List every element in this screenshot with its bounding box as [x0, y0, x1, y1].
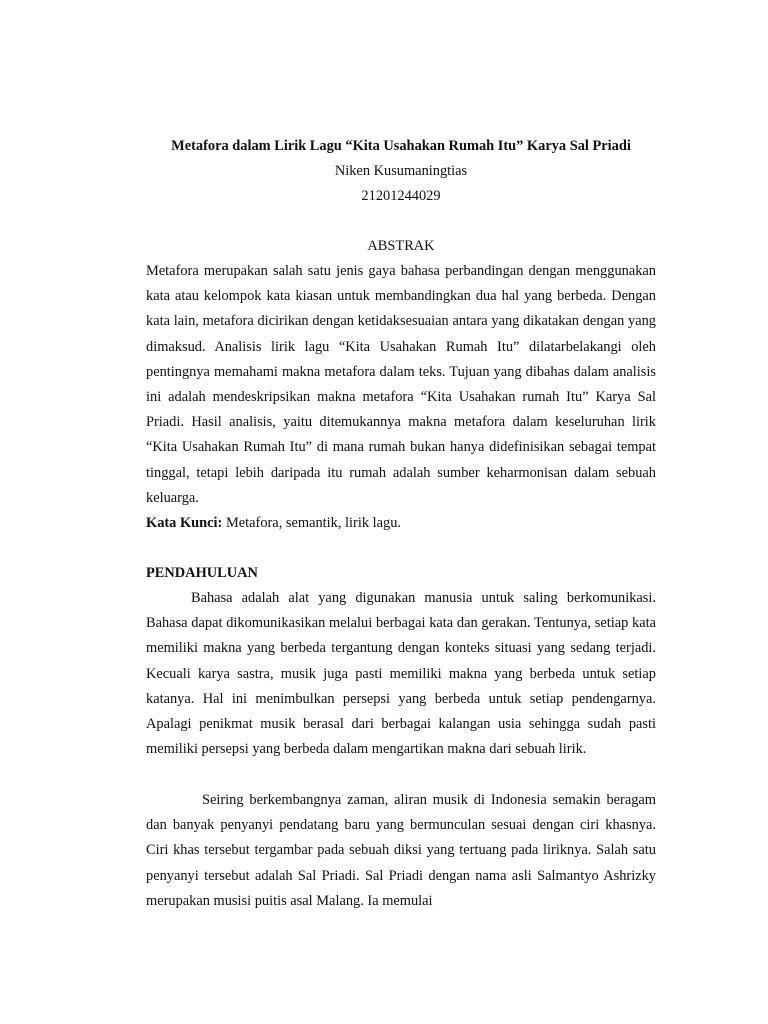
- abstract-heading: ABSTRAK: [367, 238, 435, 254]
- document-title: Metafora dalam Lirik Lagu “Kita Usahakan Rumah Itu” Karya Sal Priadi: [171, 138, 631, 154]
- student-id: 21201244029: [361, 188, 441, 204]
- intro-heading: PENDAHULUAN: [146, 565, 258, 581]
- keywords-line: [146, 511, 656, 536]
- keywords-text: Metafora, semantik, lirik lagu.: [222, 515, 401, 531]
- author-name: Niken Kusumaningtias: [334, 163, 468, 179]
- intro-paragraph-2: Seiring berkembangnya zaman, aliran musik di Indonesia semakin beragam dan banyak penyanyi pendatang baru yang bermunculan sesuai dengan ciri khasnya. Ciri khas tersebut tergambar pada sebuah diksi yang tertuang pada liriknya. Salah satu penyanyi tersebut adalah Sal Priadi. Sal Priadi dengan nama asli Salmantyo Ashrizky merupakan musisi puitis asal Malang. Ia memulai: [146, 792, 656, 909]
- keywords-label: Kata Kunci:: [146, 515, 223, 531]
- intro-paragraph-1: Bahasa adalah alat yang digunakan manusia untuk saling berkomunikasi. Bahasa dapat dikomunikasikan melalui berbagai kata dan gerakan. Tentunya, setiap kata memiliki makna yang berbeda tergantung dengan konteks situasi yang sedang terjadi. Kecuali karya sastra, musik juga pasti memiliki makna yang berbeda untuk setiap katanya. Hal ini menimbulkan persepsi yang berbeda untuk setiap pendengarnya. Apalagi penikmat musik berasal dari berbagai kalangan usia sehingga sudah pasti memiliki persepsi yang berbeda dalam mengartikan makna dari sebuah lirik.: [146, 590, 656, 758]
- abstract-paragraph: Metafora merupakan salah satu jenis gaya bahasa perbandingan dengan menggunakan kata atau kelompok kata kiasan untuk membandingkan dua hal yang berbeda. Dengan kata lain, metafora dicirikan dengan ketidaksesuaian antara yang dikatakan dengan yang dimaksud. Analisis lirik lagu “Kita Usahakan Rumah Itu” dilatarbelakangi oleh pentingnya memahami makna metafora dalam teks. Tujuan yang dibahas dalam analisis ini adalah mendeskripsikan makna metafora “Kita Usahakan rumah Itu” Karya Sal Priadi. Hasil analisis, yaitu ditemukannya makna metafora dalam keseluruhan lirik “Kita Usahakan Rumah Itu” di mana rumah bukan hanya didefinisikan sebagai tempat tinggal, tetapi lebih daripada itu rumah adalah sumber keharmonisan dalam sebuah keluarga.: [146, 263, 656, 506]
